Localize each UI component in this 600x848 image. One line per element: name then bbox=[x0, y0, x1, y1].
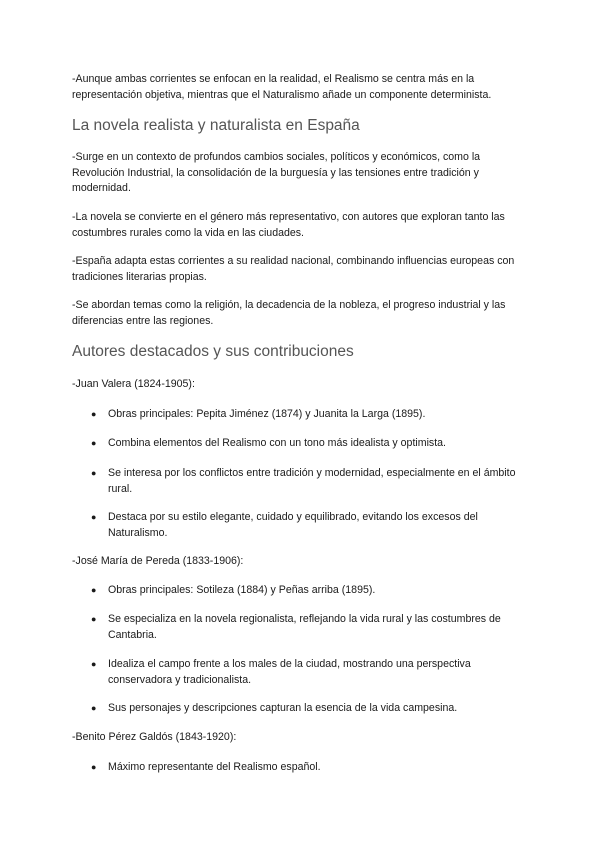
paragraph-temas: -Se abordan temas como la religión, la decadencia de la nobleza, el progreso industrial y las diferencias entre las regiones. bbox=[72, 299, 506, 327]
list-item: Sus personajes y descripciones capturan la esencia de la vida campesina. bbox=[108, 702, 458, 714]
bullet-icon: ● bbox=[91, 703, 97, 713]
bullet-icon: ● bbox=[91, 512, 97, 522]
intro-paragraph: -Aunque ambas corrientes se enfocan en la realidad, el Realismo se centra más en la representación objetiva, mientras que el Naturalismo añade un componente determinista. bbox=[72, 73, 492, 101]
bullet-icon: ● bbox=[91, 438, 97, 448]
list-item: Destaca por su estilo elegante, cuidado y equilibrado, evitando los excesos del Naturalismo. bbox=[108, 511, 478, 539]
list-item: Se especializa en la novela regionalista, reflejando la vida rural y las costumbres de Cantabria. bbox=[108, 613, 501, 641]
paragraph-genero: -La novela se convierte en el género más representativo, con autores que exploran tanto las costumbres rurales como la vida en las ciudades. bbox=[72, 211, 505, 239]
bullet-icon: ● bbox=[91, 762, 97, 772]
author-name-galdos: -Benito Pérez Galdós (1843-1920): bbox=[72, 731, 237, 743]
author-name-valera: -Juan Valera (1824-1905): bbox=[72, 378, 195, 390]
list-item: Idealiza el campo frente a los males de la ciudad, mostrando una perspectiva conservadora y tradicionalista. bbox=[108, 658, 471, 686]
bullet-icon: ● bbox=[91, 614, 97, 624]
bullet-icon: ● bbox=[91, 409, 97, 419]
section-heading-novela: La novela realista y naturalista en España bbox=[72, 117, 360, 134]
paragraph-adaptacion: -España adapta estas corrientes a su realidad nacional, combinando influencias europeas con tradiciones literarias propias. bbox=[72, 255, 515, 283]
list-item: Obras principales: Pepita Jiménez (1874) y Juanita la Larga (1895). bbox=[108, 408, 426, 420]
bullet-icon: ● bbox=[91, 659, 97, 669]
list-item: Combina elementos del Realismo con un tono más idealista y optimista. bbox=[108, 437, 446, 449]
section-heading-autores: Autores destacados y sus contribuciones bbox=[72, 343, 354, 360]
list-item: Obras principales: Sotileza (1884) y Peñas arriba (1895). bbox=[108, 584, 376, 596]
bullet-icon: ● bbox=[91, 585, 97, 595]
author-name-pereda: -José María de Pereda (1833-1906): bbox=[72, 555, 244, 567]
list-item: Se interesa por los conflictos entre tradición y modernidad, especialmente en el ámbito rural. bbox=[108, 467, 516, 495]
bullet-icon: ● bbox=[91, 468, 97, 478]
paragraph-contexto: -Surge en un contexto de profundos cambios sociales, políticos y económicos, como la Revolución Industrial, la consolidación de la burguesía y las tensiones entre tradición y modernidad. bbox=[72, 151, 481, 194]
list-item: Máximo representante del Realismo español. bbox=[108, 761, 321, 773]
